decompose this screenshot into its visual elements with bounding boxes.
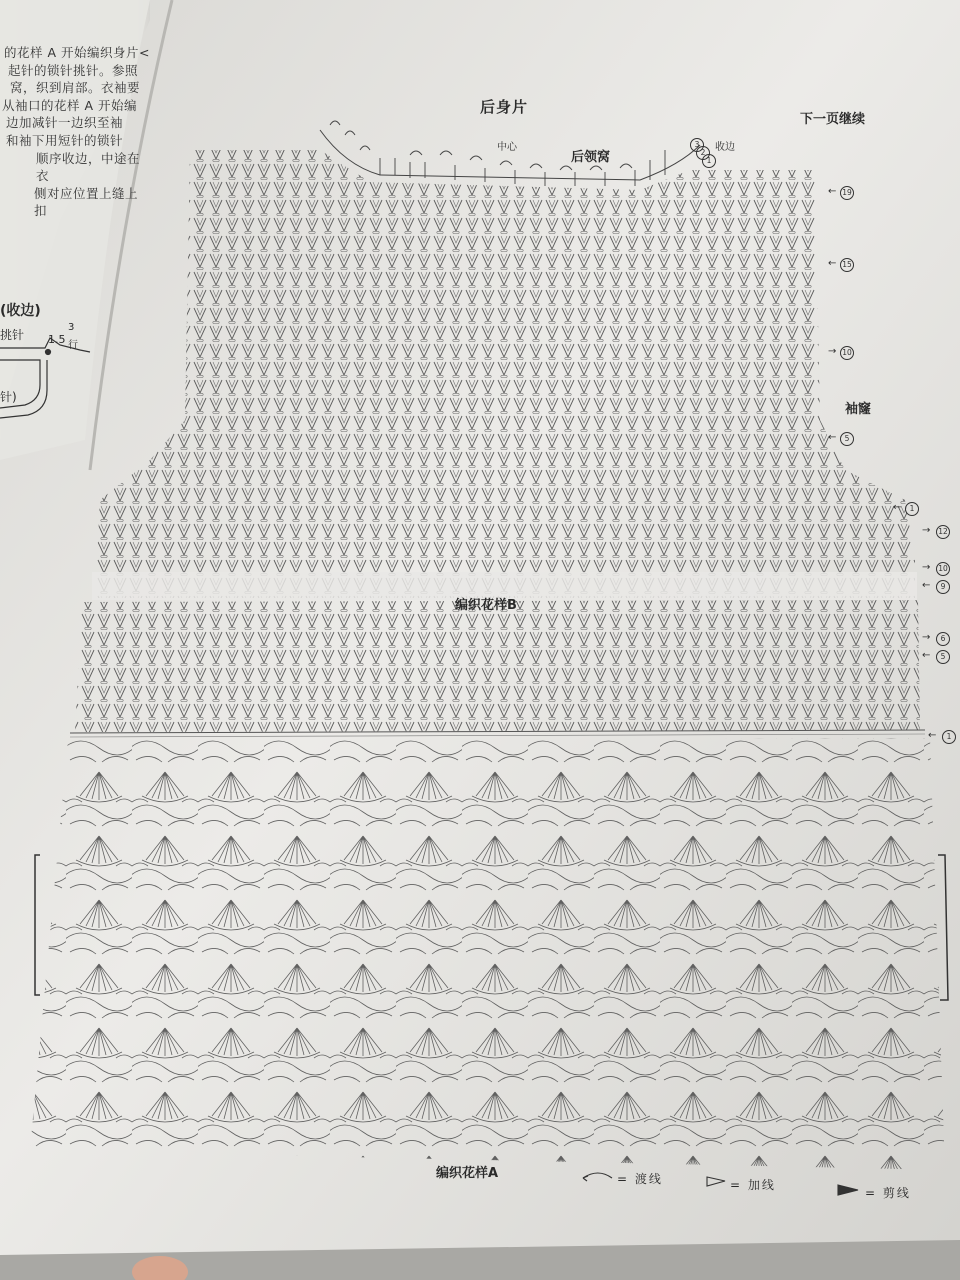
row-mark-15: 15	[840, 258, 854, 272]
continue-note: 下一页继续	[800, 112, 866, 127]
chart-title: 后身片	[480, 98, 529, 116]
left-rows-unit: 行	[68, 340, 78, 351]
neck-mark-3: 3	[690, 138, 704, 152]
legend-cut-yarn: = 剪线	[865, 1186, 911, 1200]
row-mark-19: 19	[840, 186, 854, 200]
upper-body-rows	[70, 121, 925, 737]
neck-mark-1: 1	[702, 154, 716, 168]
legend-transfer-yarn: = 渡线	[617, 1172, 663, 1186]
row-mark-12: 12	[936, 525, 950, 539]
left-measure: 1.5	[48, 333, 66, 346]
legend-join-yarn: = 加线	[730, 1178, 776, 1192]
left-page-text: 的花样 A 开始编织身片< 起针的锁针挑针。参照 窝，织到肩部。衣袖要 从袖口的花样 A 开始编 边加减针一边织至袖 和袖下用短针的锁针 顺序收边，中途在衣 侧对应位置上缝上扣	[2, 45, 150, 219]
neckline-label: 后领窝	[571, 150, 611, 165]
row-mark-5-lower: 5	[936, 650, 950, 664]
left-measure-rows: 3	[68, 322, 75, 333]
row-mark-1-lower: 1	[942, 730, 956, 744]
row-mark-9: 9	[936, 580, 950, 594]
armhole-label: 袖窿	[845, 402, 872, 417]
row-mark-1-upper: 1	[905, 502, 919, 516]
left-section-title: (收边)	[0, 303, 41, 319]
row-mark-10-lower: 10	[936, 562, 950, 576]
fan-lace-rows	[30, 738, 945, 1170]
row-mark-5-upper: 5	[840, 432, 854, 446]
left-stitch-label-2: 针)	[0, 390, 17, 404]
pattern-a-label: 编织花样A	[436, 1166, 499, 1181]
row-mark-6: 6	[936, 632, 950, 646]
neck-mark-2: 2	[696, 146, 710, 160]
left-stitch-label: 挑针	[0, 328, 25, 342]
pattern-b-label: 编织花样B	[455, 598, 517, 613]
row-mark-10-upper: 10	[840, 346, 854, 360]
center-label: 中心	[497, 142, 517, 153]
edge-label: 收边	[715, 142, 735, 153]
